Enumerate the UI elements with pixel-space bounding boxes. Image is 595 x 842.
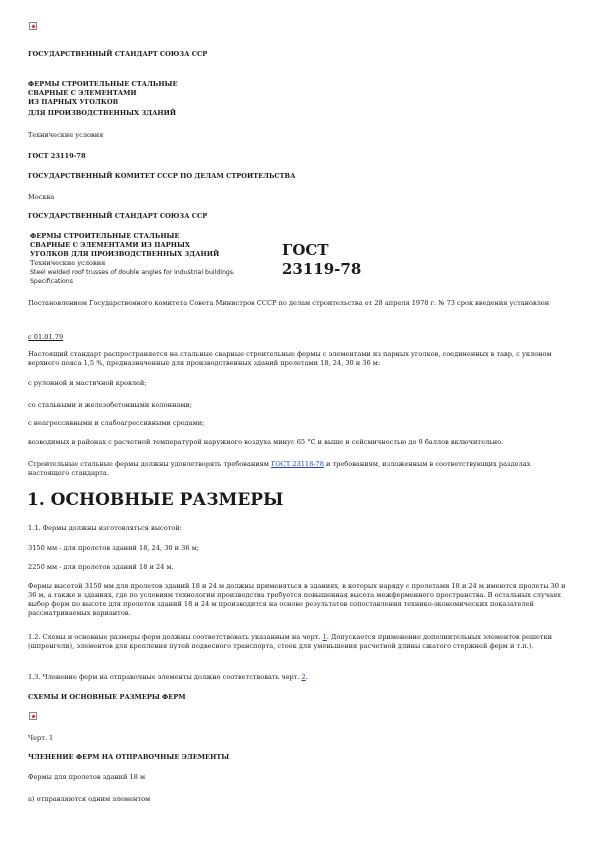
state-standard-header-2: ГОСУДАРСТВЕННЫЙ СТАНДАРТ СОЮЗА ССР <box>28 212 208 220</box>
figure-2-link[interactable]: 2 <box>301 673 306 681</box>
para-1-3: 1.3. Членение ферм на отправочные элементы должно соответствовать черт. 2. <box>28 673 308 681</box>
para-1-1: 1.1. Фермы должны изготовляться высотой: <box>28 524 182 532</box>
state-standard-header: ГОСУДАРСТВЕННЫЙ СТАНДАРТ СОЮЗА ССР <box>28 50 208 58</box>
city: Москва <box>28 193 55 201</box>
para-1-1-c: Фермы высотой 3150 мм для пролетов зданий 18 и 24 м должны применяться в зданиях, в которых наряду с пролетами 18 и 24 м имеются пролеты 30 и 36 м, а также в зданиях, где по условиям технологии производства требуется повышенная высота межферменного пространства. В остальных случаях выбор ферм по высоте для пролетов зданий 18 и 24 м производится на основе результатов сопоставления технико-экономических показателей рассматриваемых вариантов. <box>28 582 566 617</box>
gost-23118-link[interactable]: ГОСТ 23118-78 <box>271 460 324 468</box>
title2-line-1: ФЕРМЫ СТРОИТЕЛЬНЫЕ СТАЛЬНЫЕ <box>30 232 180 240</box>
trusses-18m-label: Фермы для пролетов зданий 18 м <box>28 773 146 781</box>
title2-line-2: СВАРНЫЕ С ЭЛЕМЕНТАМИ ИЗ ПАРНЫХ <box>30 241 191 249</box>
broken-image-icon <box>29 712 37 720</box>
english-specifications: Specifications <box>30 278 73 285</box>
title2-line-3: УГОЛКОВ ДЛЯ ПРОИЗВОДСТВЕННЫХ ЗДАНИЙ <box>30 250 220 258</box>
requirements-paragraph: Строительные стальные фермы должны удовлетворять требованиям ГОСТ 23118-78 и требованиям, изложенным в соответствующих разделах настоящего стандарта. <box>28 460 531 477</box>
intro-paragraph: Настоящий стандарт распространяется на стальные сварные строительные фермы с элементами из парных уголков, соединенных в тавр, с уклоном верхнего пояса 1,5 %, предназначенные для производственных зданий пролетами 18, 24, 30 и 36 м: <box>28 350 552 367</box>
list-item: возводимых в районах с расчетной температурой наружного воздуха минус 65 °С и выше и сейсмичностью до 9 баллов включительно. <box>28 438 504 446</box>
list-item: со стальными и железобетонными колоннами; <box>28 401 193 409</box>
gost-side-label: ГОСТ <box>282 241 329 259</box>
para-1-2: 1.2. Схемы и основные размеры ферм должны соответствовать указанным на черт. 1. Допускается применение дополнительных элементов решетки (шпренгели), элементов для крепления путей подвесного транспорта, стоек для уменьшения расчетной длины сжатого стержней ферм и т.п.). <box>28 633 553 650</box>
figure-1-link[interactable]: 1 <box>322 633 327 641</box>
schemes-title: СХЕМЫ И ОСНОВНЫЕ РАЗМЕРЫ ФЕРМ <box>28 693 186 701</box>
figure-1-caption: Черт. 1 <box>28 734 54 742</box>
english-title: Steel welded roof trusses of double angles for industrial buildings. <box>30 269 235 276</box>
section-heading: 1. ОСНОВНЫЕ РАЗМЕРЫ <box>27 490 284 510</box>
effective-date: с 01.01.79 <box>28 333 64 341</box>
tech-conditions-label: Технические условия <box>28 131 104 139</box>
broken-image-icon <box>29 22 37 30</box>
para-1-1-a: 3150 мм - для пролетов зданий 18, 24, 30 и 36 м; <box>28 544 200 552</box>
gost-number: ГОСТ 23119-78 <box>28 152 86 160</box>
title-line-2: СВАРНЫЕ С ЭЛЕМЕНТАМИ <box>28 89 137 97</box>
title-line-3: ИЗ ПАРНЫХ УГОЛКОВ <box>28 98 119 106</box>
division-title: ЧЛЕНЕНИЕ ФЕРМ НА ОТПРАВОЧНЫЕ ЭЛЕМЕНТЫ <box>28 753 230 761</box>
title-line-1: ФЕРМЫ СТРОИТЕЛЬНЫЕ СТАЛЬНЫЕ <box>28 80 178 88</box>
committee-name: ГОСУДАРСТВЕННЫЙ КОМИТЕТ СССР ПО ДЕЛАМ СТРОИТЕЛЬСТВА <box>28 172 296 180</box>
gost-side-number: 23119-78 <box>282 260 362 278</box>
item-a: а) отправляются одним элементом <box>28 795 151 803</box>
list-item: с неагрессивными и слабоагрессивными средами; <box>28 419 205 427</box>
decree-paragraph: Постановлением Государственного комитета Совета Министров СССР по делам строительства от 28 апреля 1978 г. № 73 срок введения установлен <box>28 299 550 307</box>
title-line-4: ДЛЯ ПРОИЗВОДСТВЕННЫХ ЗДАНИЙ <box>28 109 177 117</box>
para-1-1-b: 2250 мм - для пролетов зданий 18 и 24 м. <box>28 563 174 571</box>
list-item: с рулонной и мастичной кровлей; <box>28 379 147 387</box>
tech-conditions-label-2: Технические условия <box>30 259 106 267</box>
